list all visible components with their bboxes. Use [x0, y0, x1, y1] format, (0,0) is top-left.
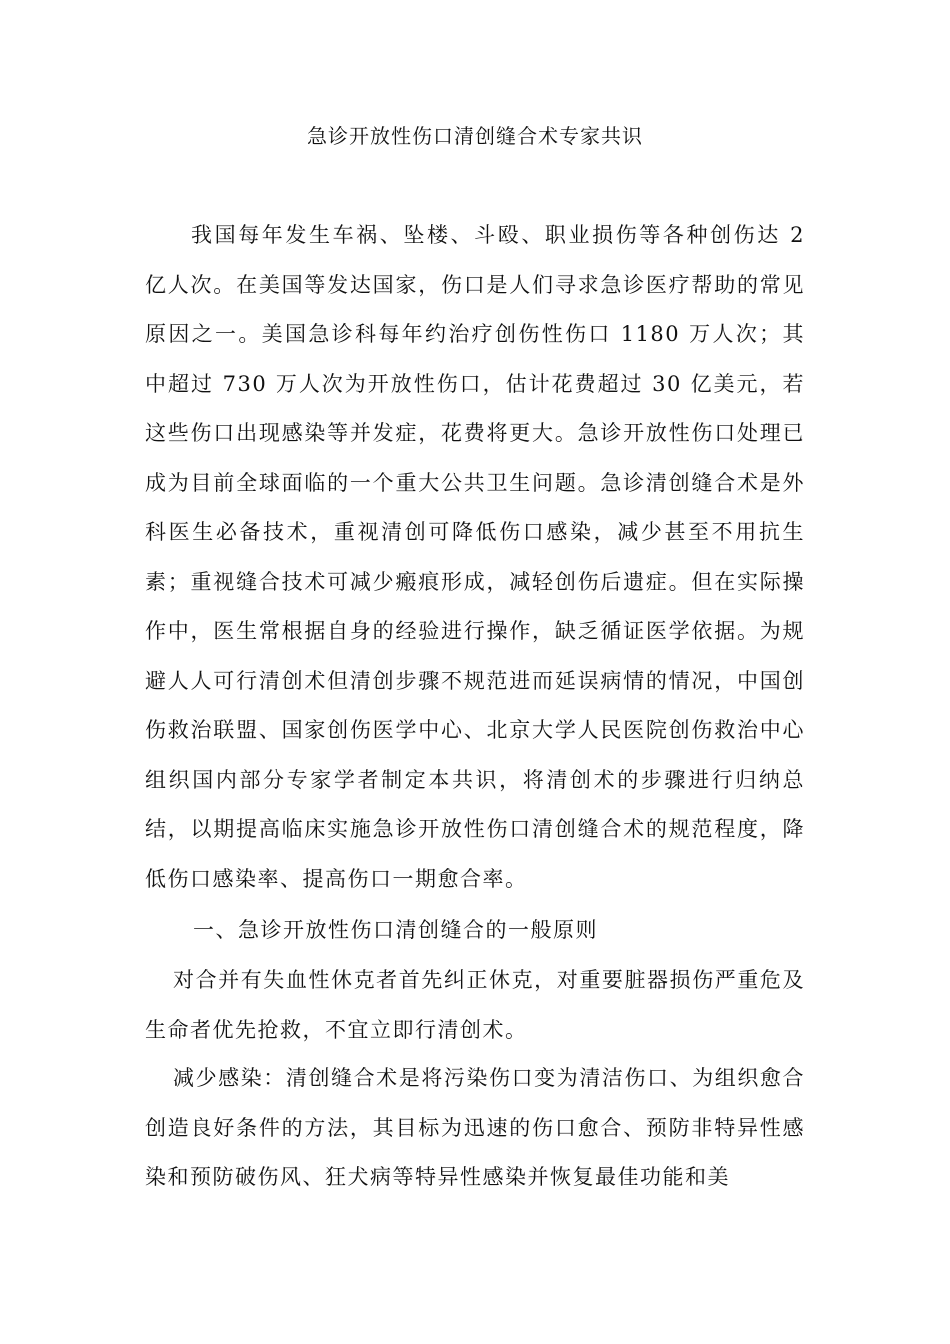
principle-paragraph-shock: 对合并有失血性休克者首先纠正休克，对重要脏器损伤严重危及生命者优先抢救，不宜立即行清创术。: [145, 968, 805, 1042]
intro-paragraph: 我国每年发生车祸、坠楼、斗殴、职业损伤等各种创伤达 2 亿人次。在美国等发达国家，伤口是人们寻求急诊医疗帮助的常见原因之一。美国急诊科每年约治疗创伤性伤口 1180 万人次；其中超过 730 万人次为开放性伤口，估计花费超过 30 亿美元，若这些伤口出现感染等并发症，花费将更大。急诊开放性伤口处理已成为目前全球面临的一个重大公共卫生问题。急诊清创缝合术是外科医生必备技术，重视清创可降低伤口感染，减少甚至不用抗生素；重视缝合技术可减少瘢痕形成，减轻创伤后遗症。但在实际操作中，医生常根据自身的经验进行操作，缺乏循证医学依据。为规避人人可行清创术但清创步骤不规范进而延误病情的情况，中国创伤救治联盟、国家创伤医学中心、北京大学人民医院创伤救治中心组织国内部分专家学者制定本共识，将清创术的步骤进行归纳总结，以期提高临床实施急诊开放性伤口清创缝合术的规范程度，降低伤口感染率、提高伤口一期愈合率。: [145, 223, 805, 891]
principle-paragraph-infection: 减少感染：清创缝合术是将污染伤口变为清洁伤口、为组织愈合创造良好条件的方法，其目标为迅速的伤口愈合、预防非特异性感染和预防破伤风、狂犬病等特异性感染并恢复最佳功能和美: [145, 1066, 805, 1189]
section-heading: 一、急诊开放性伤口清创缝合的一般原则: [193, 918, 598, 942]
document-title: 急诊开放性伤口清创缝合术专家共识: [307, 124, 643, 148]
